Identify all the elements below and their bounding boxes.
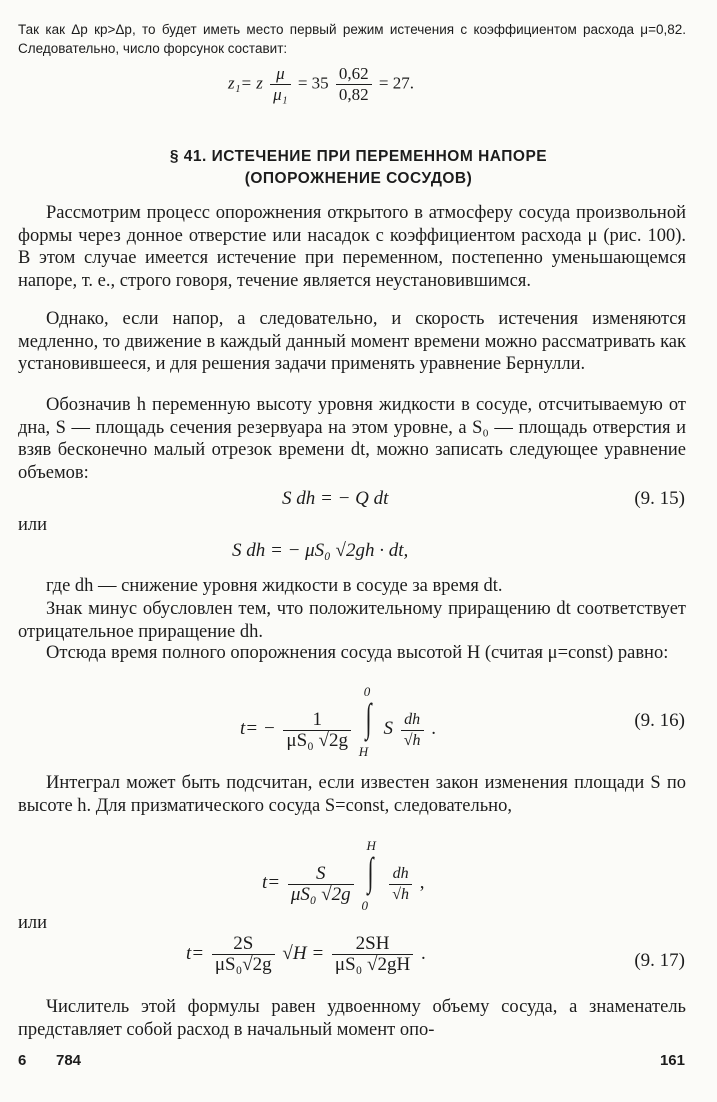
page-number: 161 — [659, 1052, 685, 1069]
integral-sign: ∫ 0 H — [358, 684, 372, 759]
eq-frac-values: $\frac{0,62}{0,82}$ — [336, 64, 372, 105]
equation-number-9-16: (9. 16) — [634, 710, 685, 731]
paragraph-4: где dh — снижение уровня жидкости в сосуде за время dt. — [46, 576, 503, 596]
paragraph-1: Рассмотрим процесс опорожнения открытого в атмосферу сосуда произвольной формы через донное отверстие или насадок с коэффициентом расхода μ (рис. 100). В этом случае имеется истечение при переменном, постепенно уменьшающемся напоре, т. е., строго говоря, течение является неустановившимся. — [18, 203, 686, 291]
or-label-2: или — [18, 913, 48, 933]
equation-prismatic: t= $\frac{S}{\text{μS₀ √2g}}$ ∫ H 0 $\frac{dh}{√h}$ , — [262, 838, 425, 913]
intro-text: Так как Δp кр>Δp, то будет иметь место первый режим истечения с коэффициентом расхода μ=0,82. Следовательно, число форсунок составит: — [18, 22, 686, 56]
intro-equation: z₁= z $\frac{\mu}{\text{μ₁}}$ = 35 $\frac{0,62}{0,82}$ = 27. — [228, 64, 415, 104]
equation-9-15-expanded: S dh = − μS₀ √2gh · dt, — [232, 540, 409, 561]
section-heading-line2: (ОПОРОЖНЕНИЕ СОСУДОВ) — [244, 170, 473, 187]
paragraph-5: Знак минус обусловлен тем, что положительному приращению dt соответствует отрицательное приращение dh. — [18, 599, 686, 642]
or-label-1: или — [18, 515, 48, 535]
footer-signature-a: 6 — [18, 1052, 27, 1069]
paragraph-2: Однако, если напор, а следовательно, и скорость истечения изменяются медленно, то движение в каждый данный момент времени можно рассматривать как установившееся, и для решения задачи применять уравнение Бернулли. — [18, 309, 686, 375]
equation-9-16: t= − $\frac{1}{\text{μS₀ √2g}}$ ∫ 0 H S $\frac{dh}{√h}$ . — [240, 684, 437, 759]
footer-signature-b: 784 — [56, 1052, 82, 1069]
eq-lhs: z₁= z — [228, 73, 263, 93]
eq-frac-mu: $\frac{\mu}{\text{μ₁}}$ — [270, 64, 290, 105]
integral-sign-2: ∫ H 0 — [361, 838, 376, 913]
section-heading-line1: § 41. ИСТЕЧЕНИЕ ПРИ ПЕРЕМЕННОМ НАПОРЕ — [169, 148, 548, 165]
paragraph-7: Интеграл может быть подсчитан, если известен закон изменения площади S по высоте h. Для призматического сосуда S=const, следовательно, — [18, 773, 686, 816]
paragraph-3: Обозначив h переменную высоту уровня жидкости в сосуде, отсчитываемую от дна, S — площадь сечения резервуара на этом уровне, а S₀ — площадь отверстия и взяв бесконечно малый отрезок времени dt, можно записать следующее уравнение объемов: — [18, 395, 686, 483]
paragraph-8: Числитель этой формулы равен удвоенному объему сосуда, а знаменатель представляет собой расход в начальный момент опо- — [18, 997, 686, 1040]
equation-number-9-17: (9. 17) — [634, 950, 685, 971]
equation-9-17: t= $\frac{2S}{\text{μS₀√2g}}$ √H = $\frac{2SH}{\text{μS₀ √2gH}}$ . — [186, 933, 426, 975]
paragraph-6: Отсюда время полного опорожнения сосуда высотой H (считая μ=const) равно: — [46, 643, 669, 663]
equation-9-15: S dh = − Q dt — [282, 488, 389, 509]
equation-number-9-15: (9. 15) — [634, 488, 685, 509]
